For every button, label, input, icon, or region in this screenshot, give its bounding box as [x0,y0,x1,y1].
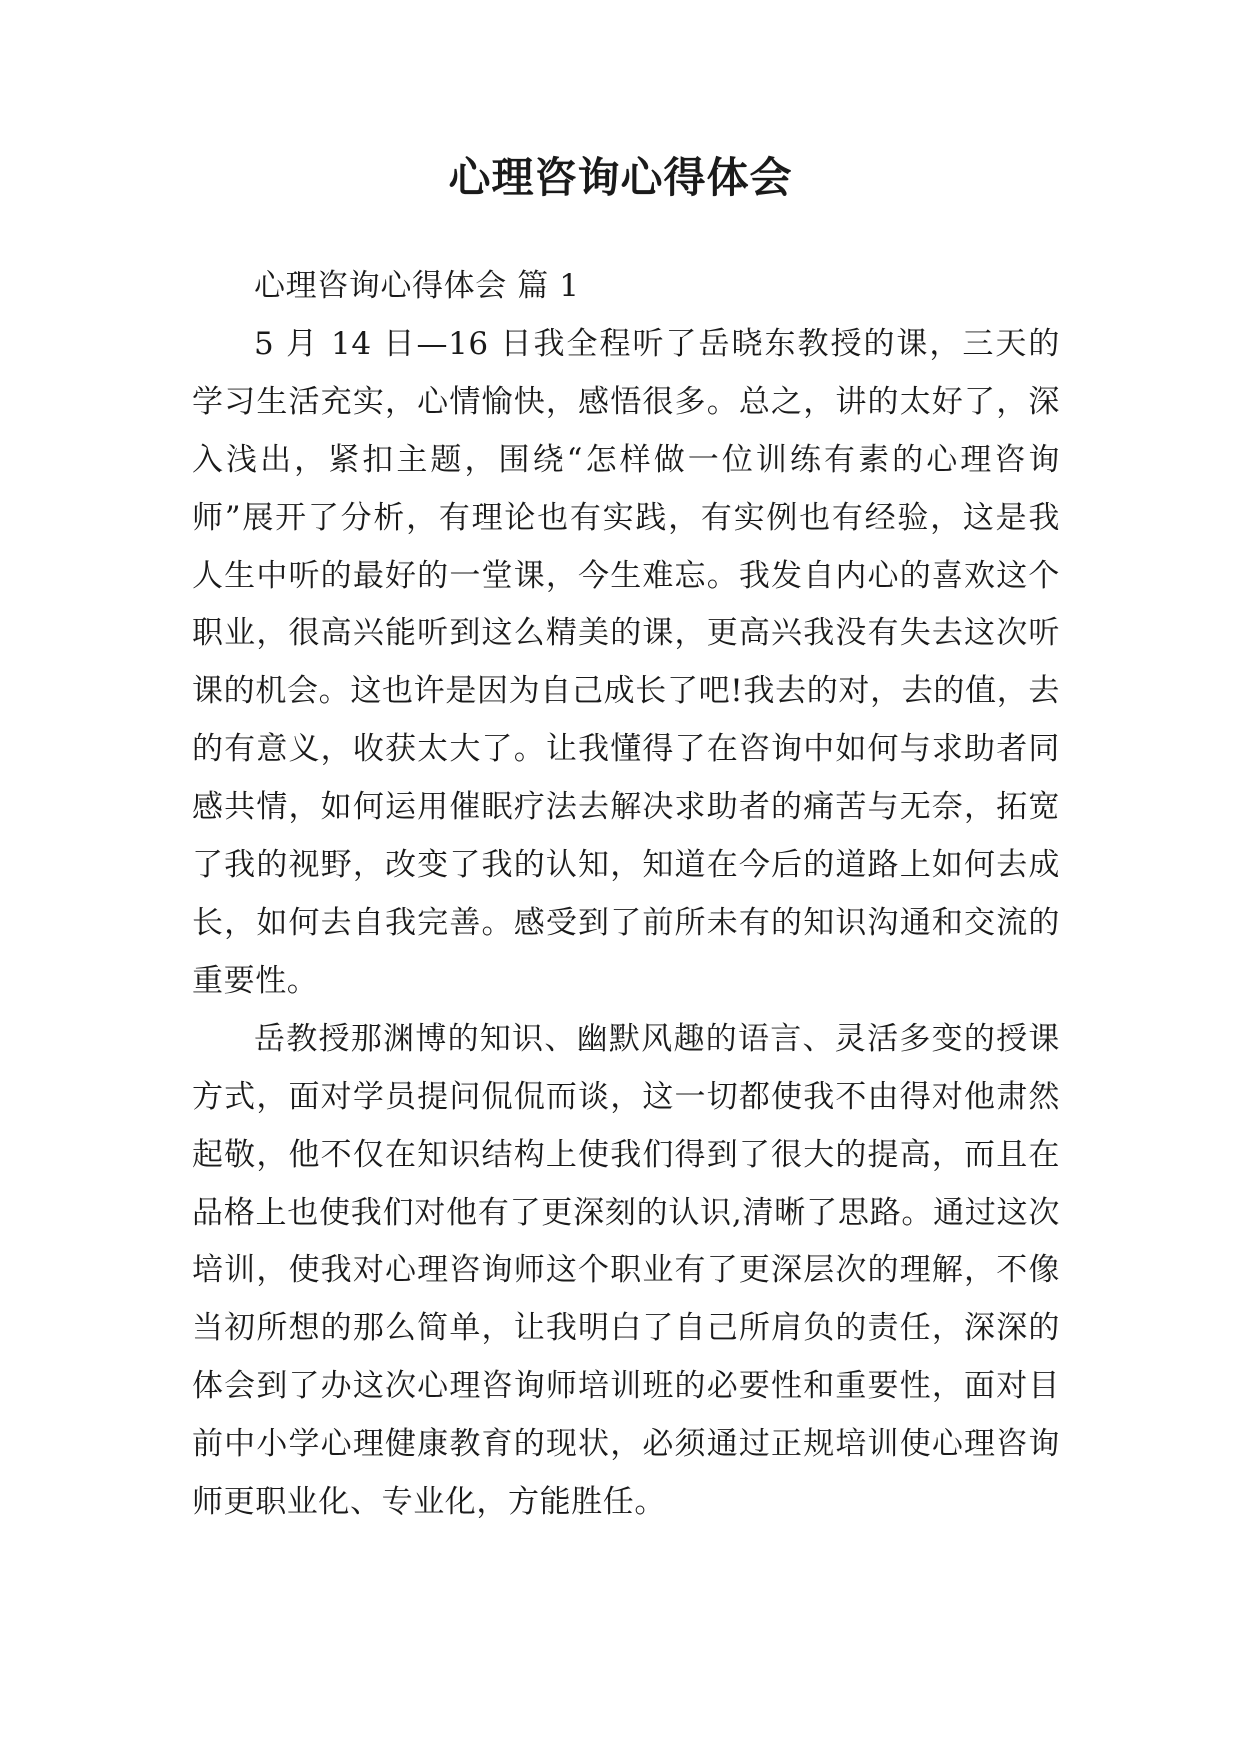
document-title: 心理咨询心得体会 [448,153,793,202]
document-body [192,258,1060,1532]
paragraph-1: 5 月 14 日—16 日我全程听了岳晓东教授的课，三天的学习生活充实，心情愉快，感悟很多。总之，讲的太好了，深入浅出，紧扣主题，围绕“怎样做一位训练有素的心理咨询师”展开了分析，有理论也有实践，有实例也有经验，这是我人生中听的最好的一堂课，今生难忘。我发自内心的喜欢这个职业，很高兴能听到这么精美的课，更高兴我没有失去这次听课的机会。这也许是因为自己成长了吧!我去的对，去的值，去的有意义，收获太大了。让我懂得了在咨询中如何与求助者同感共情，如何运用催眠疗法去解决求助者的痛苦与无奈，拓宽了我的视野，改变了我的认知，知道在今后的道路上如何去成长，如何去自我完善。感受到了前所未有的知识沟通和交流的重要性。 [192,325,1060,999]
section-heading: 心理咨询心得体会 篇 1 [254,268,580,304]
paragraph-2: 岳教授那渊博的知识、幽默风趣的语言、灵活多变的授课方式，面对学员提问侃侃而谈，这一切都使我不由得对他肃然起敬，他不仅在知识结构上使我们得到了很大的提高，而且在品格上也使我们对他有了更深刻的认识,清晰了思路。通过这次培训，使我对心理咨询师这个职业有了更深层次的理解，不像当初所想的那么简单，让我明白了自己所肩负的责任，深深的体会到了办这次心理咨询师培训班的必要性和重要性，面对目前中小学心理健康教育的现状，必须通过正规培训使心理咨询师更职业化、专业化，方能胜任。 [192,1020,1060,1521]
